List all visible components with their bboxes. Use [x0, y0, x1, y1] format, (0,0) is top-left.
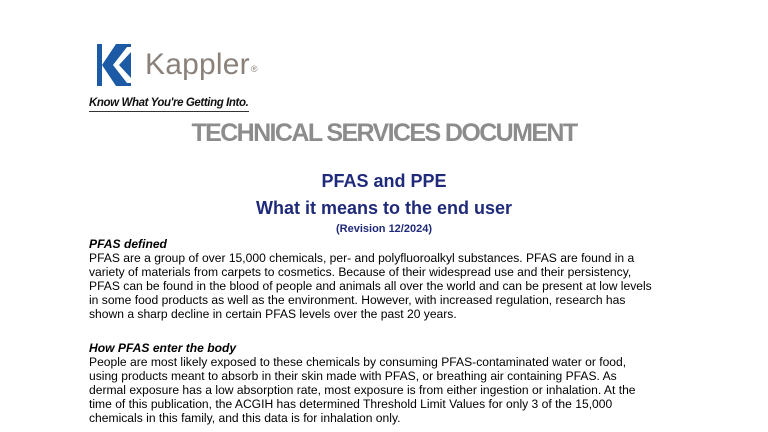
paragraph-line: chemicals in this family, and this data is for inhalation only. — [89, 411, 401, 425]
section-how-pfas-enter-the-body — [89, 341, 689, 425]
document-subtitle: What it means to the end user — [255, 198, 513, 218]
brand-tagline: Know What You're Getting Into. — [89, 97, 249, 109]
document-title: PFAS and PPE — [321, 171, 447, 191]
registered-mark: ® — [250, 64, 258, 74]
paragraph-line: PFAS can be found in the blood of people and animals all over the world and can be present at low levels — [89, 279, 652, 293]
paragraph-line: variety of materials from carpets to cosmetics. Because of their widespread use and their persistency, — [89, 265, 632, 279]
paragraph-line: in some food products as well as the environment. However, with increased regulation, research has — [89, 293, 626, 307]
paragraph-line: dermal exposure has a low absorption rate, most exposure is from either ingestion or inhalation. At the — [89, 383, 636, 397]
paragraph-line: People are most likely exposed to these chemicals by consuming PFAS-contaminated water or food, — [89, 355, 627, 369]
section-heading: How PFAS enter the body — [89, 341, 237, 355]
paragraph-line: using products meant to absorb in their skin made with PFAS, or breathing air containing PFAS. As — [89, 369, 617, 383]
paragraph-line: PFAS are a group of over 15,000 chemicals, per- and polyfluoroalkyl substances. PFAS are found in a — [89, 251, 635, 265]
brand-name: Kappler — [145, 48, 250, 81]
brand-wordmark — [145, 48, 258, 82]
document-type-heading: TECHNICAL SERVICES DOCUMENT — [191, 119, 577, 147]
section-pfas-defined — [89, 237, 689, 321]
paragraph-line: shown a sharp decline in certain PFAS levels over the past 20 years. — [89, 307, 457, 321]
revision-label: (Revision 12/2024) — [336, 223, 432, 235]
paragraph-line: time of this publication, the ACGIH has determined Threshold Limit Values for only 3 of the 15,000 — [89, 397, 613, 411]
kappler-logo-icon — [89, 44, 131, 86]
section-heading: PFAS defined — [89, 237, 167, 251]
tagline-divider — [89, 111, 249, 112]
